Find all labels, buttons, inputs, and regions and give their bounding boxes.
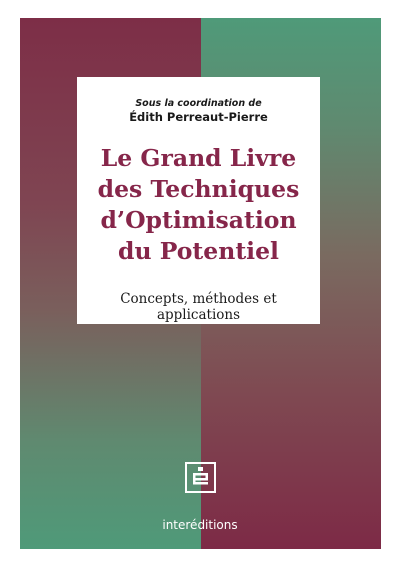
publisher-name: interéditions <box>162 518 238 532</box>
author-name: Édith Perreaut-Pierre <box>129 110 268 124</box>
book-title-line-3: d’Optimisation <box>100 206 297 234</box>
coordination-label: Sous la coordination de <box>135 98 262 109</box>
book-title-line-2: des Techniques <box>97 175 300 203</box>
book-title-line-4: du Potentiel <box>118 237 279 265</box>
book-subtitle: Concepts, méthodes et applications <box>120 291 277 323</box>
title-box <box>77 77 320 324</box>
book-title <box>77 143 320 267</box>
interéditions-logo-icon <box>185 462 216 493</box>
book-title-line-1: Le Grand Livre <box>100 144 297 172</box>
